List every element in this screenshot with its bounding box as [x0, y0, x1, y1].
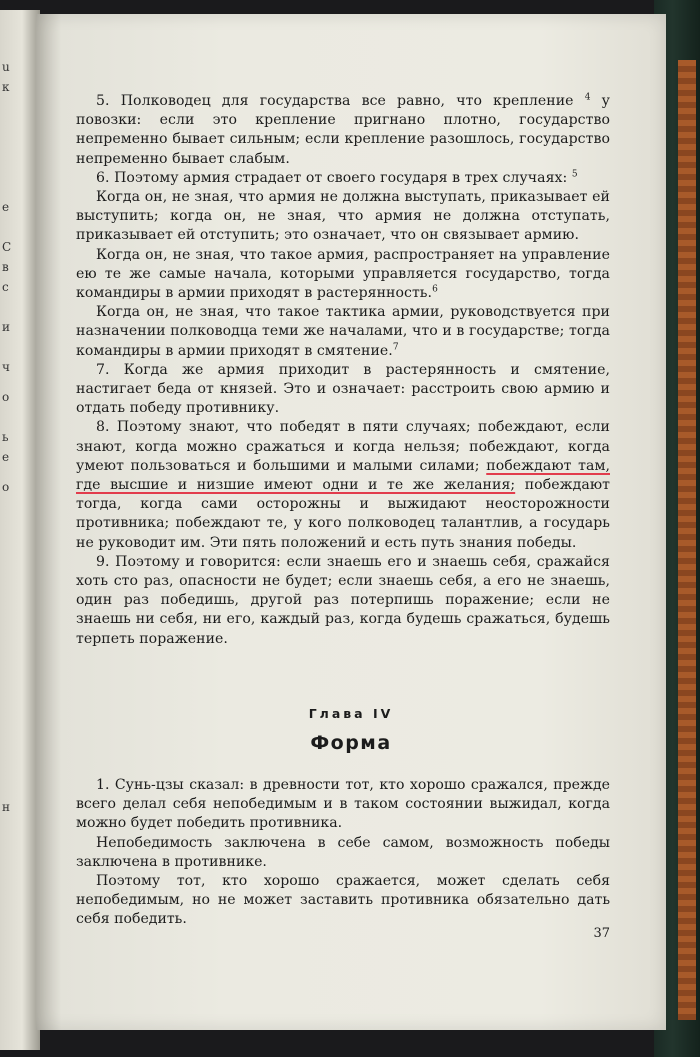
margin-glyph: н	[2, 800, 10, 814]
margin-glyph: u	[2, 60, 10, 74]
footnote-ref: 5	[571, 169, 578, 180]
margin-glyph: к	[2, 80, 10, 94]
page-number: 37	[593, 926, 610, 941]
margin-glyph: о	[2, 480, 10, 494]
paragraph: Поэтому тот, кто хорошо сражается, может сделать себя непобедимым, но не может заставить противника обязательно дать себя победить.	[76, 873, 610, 928]
paragraph-6: 6. Поэтому армия страдает от своего государя в трех случаях: $^5$	[96, 169, 578, 186]
margin-glyph: и	[2, 320, 10, 334]
paragraph: Непобедимость заключена в себе самом, возможность победы заключена в противнике.	[76, 834, 610, 870]
margin-glyph: C	[2, 240, 12, 254]
footnote-ref: 4	[584, 92, 591, 103]
underlined-passage: побеждают там, где высшие и низшие имеют одни и те же желания;	[76, 457, 610, 494]
margin-glyph: в	[2, 260, 9, 274]
margin-glyph: с	[2, 280, 9, 294]
footnote-ref: 7	[392, 341, 399, 352]
margin-glyph: e	[2, 200, 10, 214]
paragraph-7: 7. Когда же армия приходит в растерянность и смятение, настигает беда от князей. Это и означает: расстроить свою армию и отдать победу противнику.	[76, 361, 610, 417]
chapter-title: Форма	[310, 732, 392, 754]
margin-glyph: е	[2, 450, 10, 464]
margin-glyph: ь	[2, 430, 9, 444]
chapter-label: Глава IV	[308, 706, 394, 721]
cover-ornament	[678, 60, 696, 1020]
chapter-text	[76, 776, 610, 930]
book-page	[36, 14, 666, 1030]
paragraph-8: 8. Поэтому знают, что победят в пяти случаях; побеждают, если знают, когда можно сражаться и когда нельзя; побеждают, когда умеют пользоваться и большими и малыми силами; побеждают там, где высшие и низшие имеют одни и те же желания; побеждают тогда, когда сами осторожны и выжидают неосторожности противника; побеждают те, у кого полководец талантлив, а государь не руководит им. Эти пять положений и есть путь знания победы.	[76, 419, 610, 551]
margin-glyph: о	[2, 390, 10, 404]
paragraph: Когда он, не зная, что такое армия, распространяет на управление ею те же самые начала, которыми управляется государство, тогда командиры в армии приходят в растерянность.$^6$	[76, 246, 610, 302]
footnote-ref: 6	[432, 284, 438, 295]
paragraph: 1. Сунь-цзы сказал: в древности тот, кто хорошо сражался, прежде всего делал себя непобедимым и в таком состоянии выжидал, когда можно будет победить противника.	[76, 777, 610, 832]
page-text	[76, 92, 610, 649]
paragraph-5: 5. Полководец для государства все равно, что крепление $^4$ у повозки: если это крепление пригнано плотно, государство непременно бывает сильным; если крепление разошлось, государство непременно бывает слабым.	[76, 92, 610, 167]
paragraph-9: 9. Поэтому и говорится: если знаешь его и знаешь себя, сражайся хоть сто раз, опасности не будет; если знаешь себя, а его не знаешь, один раз победишь, другой раз потерпишь поражение; если не знаешь ни себя, ни его, каждый раз, когда будешь сражаться, будешь терпеть поражение.	[76, 553, 610, 647]
paragraph: Когда он, не зная, что такое тактика армии, руководствуется при назначении полководца теми же началами, что и в государстве; тогда командиры в армии приходят в смятение.$^7$	[76, 304, 610, 359]
margin-glyph: ч	[2, 360, 10, 374]
previous-page-edge	[0, 10, 40, 1050]
paragraph: Когда он, не зная, что армия не должна выступать, приказывает ей выступить; когда он, не зная, что армия не должна отступать, приказывает ей отступить; это означает, что он связывает армию.	[76, 189, 610, 244]
